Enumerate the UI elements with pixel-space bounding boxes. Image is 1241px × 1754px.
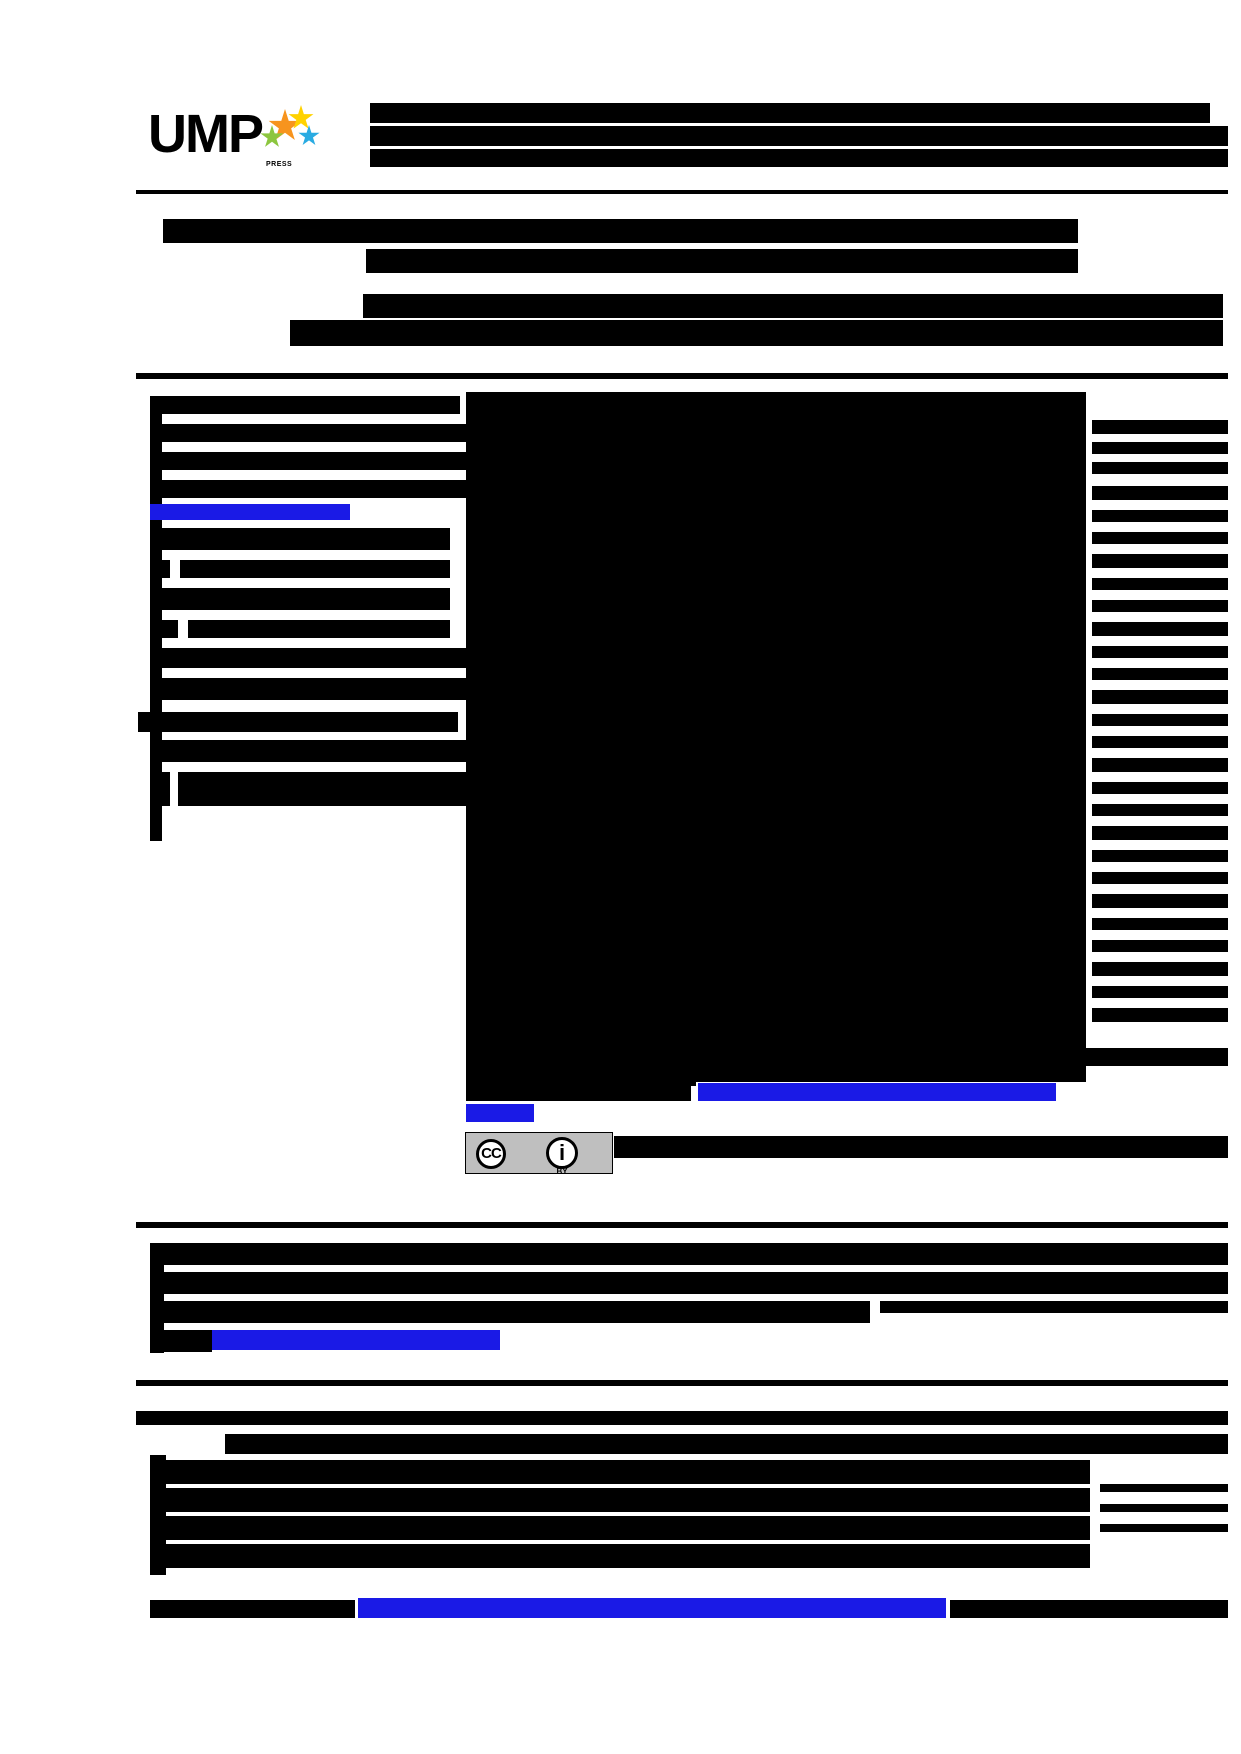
abstract-right-line-24 <box>1092 940 1228 952</box>
abstract-right-line-19 <box>1092 826 1228 840</box>
abstract-right-line-8 <box>1092 578 1228 590</box>
abstract-right-line-21 <box>1092 872 1228 884</box>
abstract-right-line-11 <box>1092 646 1228 658</box>
doi-link[interactable] <box>150 504 350 520</box>
cc-by-label: BY <box>556 1167 568 1176</box>
info-line-10 <box>188 620 450 638</box>
abstract-right-line-25 <box>1092 962 1228 976</box>
abstract-right-line-22 <box>1092 894 1228 908</box>
header-masthead-line-2 <box>370 126 1228 146</box>
cite-line-4b <box>1100 1504 1228 1512</box>
abstract-right-line-14 <box>1092 714 1228 726</box>
abstract-right-line-27 <box>1092 1008 1228 1022</box>
cite-line-4 <box>150 1516 1090 1540</box>
abstract-right-line-13 <box>1092 690 1228 704</box>
abstract-right-line-10 <box>1092 622 1228 636</box>
cc-by-glyph: i <box>558 1140 566 1165</box>
cite-url-trailing <box>950 1600 1228 1618</box>
cite-url-lead <box>150 1600 355 1618</box>
info-line-12 <box>150 678 495 700</box>
email-link[interactable] <box>212 1330 500 1350</box>
abstract-right-line-1 <box>1092 420 1228 434</box>
license-badge-trailing-bar <box>614 1136 1228 1158</box>
abstract-right-line-2 <box>1092 442 1228 454</box>
abstract-right-line-23 <box>1092 918 1228 930</box>
abstract-right-line-3 <box>1092 462 1228 474</box>
article-title-line-3 <box>366 249 1078 273</box>
abstract-right-line-7 <box>1092 554 1228 568</box>
license-sentence-lead <box>466 1085 691 1101</box>
abstract-right-line-12 <box>1092 668 1228 680</box>
info-line-16 <box>178 772 468 806</box>
info-line-8 <box>150 588 450 610</box>
abstract-right-line-20 <box>1092 850 1228 862</box>
abstract-bottom-full-line <box>466 1048 1228 1066</box>
info-line-1 <box>150 396 460 414</box>
info-line-13 <box>138 712 458 732</box>
cite-line-5b <box>1100 1524 1228 1532</box>
cite-line-1 <box>225 1434 1228 1454</box>
abstract-right-line-6 <box>1092 532 1228 544</box>
abstract-body-block <box>466 392 1086 1082</box>
journal-url-link[interactable] <box>358 1598 946 1618</box>
abstract-right-line-18 <box>1092 804 1228 816</box>
info-line-14 <box>150 740 470 762</box>
publisher-subtext: PRESS <box>266 161 293 168</box>
affiliation-line <box>290 320 1223 346</box>
rule-correspondence <box>136 1380 1228 1386</box>
cite-line-3b <box>1100 1484 1228 1492</box>
keywords-line-2 <box>150 1272 1228 1294</box>
rule-keywords <box>136 1222 1228 1228</box>
info-line-5 <box>150 528 450 550</box>
cite-line-5 <box>150 1544 1090 1568</box>
info-line-6 <box>150 560 170 578</box>
article-title-line-2 <box>163 223 1078 243</box>
abstract-right-line-16 <box>1092 758 1228 772</box>
abstract-right-line-9 <box>1092 600 1228 612</box>
publisher-wordmark: UMP <box>148 104 262 164</box>
license-link-wrap[interactable] <box>466 1104 534 1122</box>
header-rule-abstract <box>136 373 1228 379</box>
info-line-2 <box>150 424 470 442</box>
abstract-right-line-5 <box>1092 510 1228 522</box>
header-masthead-line-1 <box>370 103 1210 123</box>
creative-commons-badge <box>465 1132 613 1174</box>
correspondence-lead <box>150 1330 212 1352</box>
license-link[interactable] <box>698 1083 1056 1101</box>
keywords-line-3 <box>150 1301 870 1323</box>
info-line-9 <box>150 620 178 638</box>
abstract-right-line-4 <box>1092 486 1228 500</box>
info-line-15 <box>150 772 170 806</box>
info-line-7 <box>180 560 450 578</box>
keywords-line-1 <box>150 1243 1228 1265</box>
keywords-line-3b <box>880 1301 1228 1313</box>
abstract-right-line-17 <box>1092 782 1228 794</box>
abstract-right-line-26 <box>1092 986 1228 998</box>
cc-logo-label: CC <box>481 1145 501 1162</box>
cite-line-2 <box>150 1460 1090 1484</box>
info-line-11 <box>150 648 490 668</box>
logo-star-blue <box>298 125 320 147</box>
cite-line-3 <box>150 1488 1090 1512</box>
publisher-logo <box>148 103 338 171</box>
abstract-tail-line-2 <box>466 1068 696 1086</box>
header-masthead-line-3 <box>370 149 1228 167</box>
header-rule-top <box>136 190 1228 194</box>
abstract-right-line-15 <box>1092 736 1228 748</box>
rule-footer-top <box>136 1411 1228 1425</box>
info-line-3 <box>150 452 470 470</box>
authors-line <box>363 294 1223 318</box>
